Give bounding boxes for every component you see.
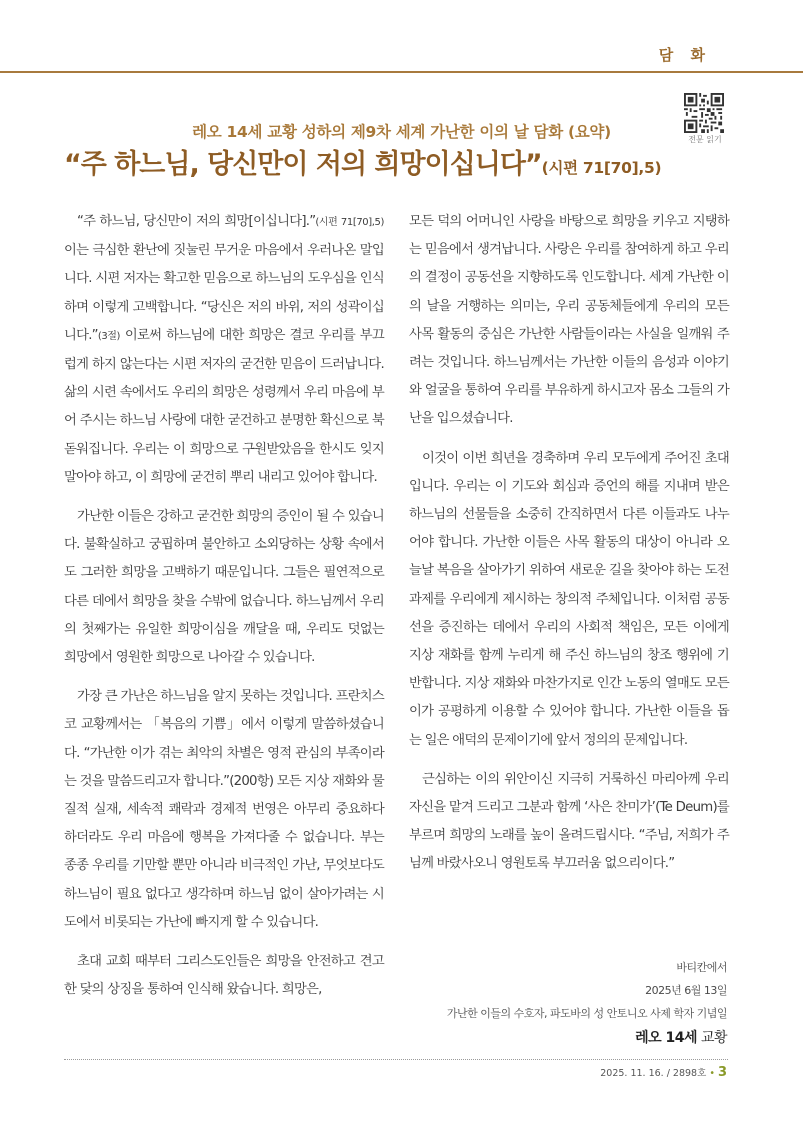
citation: (시편 71[70],5) <box>315 217 384 228</box>
signature-block <box>447 956 727 1051</box>
section-tag: 담 화 <box>658 46 711 64</box>
paragraph: 가난한 이들은 강하고 굳건한 희망의 증인이 될 수 있습니다. 불확실하고 궁핍하며 불안하고 소외당하는 상황 속에서도 그러한 희망을 고백하기 때문입니다. 그들은 필연적으로 다른 데에서 희망을 찾을 수밖에 없습니다. 하느님께서 우리의 첫째가는 유일한 희망이심을 깨달을 때, 우리도 덧없는 희망에서 영원한 희망으로 나아갈 수 있습니다. <box>64 509 384 666</box>
issue-info: 2025. 11. 16. / 2898호 <box>600 1068 707 1079</box>
page-number: 3 <box>717 1065 727 1080</box>
qr-caption: 전문 읽기 <box>688 135 722 144</box>
author-role: 교황 <box>697 1030 727 1046</box>
footer-rule <box>64 1059 728 1060</box>
citation: (3절) <box>97 330 121 342</box>
paragraph: 근심하는 이의 위안이신 지극히 거룩하신 마리아께 우리 자신을 맡겨 드리고 그분과 함께 ‘사은 찬미가’(Te Deum)를 부르며 희망의 노래를 높이 올려드립시다. “주님, 저희가 주님께 바랐사오니 영원토록 부끄러움 없으리이다.” <box>409 771 729 872</box>
paragraph: 이것이 이번 희년을 경축하며 우리 모두에게 주어진 초대입니다. 우리는 이 기도와 회심과 증언의 해를 지내며 받은 하느님의 선물들을 소중히 간직하면서 다른 이들과도 나누어야 합니다. 가난한 이들은 사목 활동의 대상이 아니라 오늘날 복음을 살아가기 위하여 새로운 길을 찾아야 하는 도전 과제를 우리에게 제시하는 창의적 주체입니다. 이처럼 공동선을 증진하는 데에서 우리의 사회적 책임은, 모든 이에게 지상 재화를 함께 누리게 해 주신 하느님의 창조 행위에 기반합니다. 지상 재화와 마찬가지로 인간 노동의 열매도 모든 이가 공평하게 이용할 수 있어야 합니다. 가난한 이들을 돕는 일은 애덕의 문제이기에 앞서 정의의 문제입니다. <box>409 450 729 748</box>
paragraph: 모든 덕의 어머니인 사랑을 바탕으로 희망을 키우고 지탱하는 믿음에서 생겨납니다. 사랑은 우리를 참여하게 하고 우리의 결정이 공동선을 지향하도록 인도합니다. 세계 가난한 이의 날을 거행하는 의미는, 우리 공동체들에게 우리의 모든 사목 활동의 중심은 가난한 사람들이라는 사실을 일깨워 주려는 것입니다. 하느님께서는 가난한 이들의 음성과 이야기와 얼굴을 통하여 우리를 부유하게 하시고자 몸소 그들의 가난을 입으셨습니다. <box>409 214 729 427</box>
title-quote: “주 하느님, 당신만이 저의 희망이십니다” <box>64 149 542 180</box>
body-column-left <box>64 208 384 1015</box>
article-title <box>64 142 803 181</box>
signature-date: 2025년 6월 13일 <box>645 984 727 997</box>
signature-occasion: 가난한 이들의 수호자, 파도바의 성 안토니오 사제 학자 기념일 <box>446 1007 727 1020</box>
article-subtitle: 레오 14세 교황 성하의 제9차 세계 가난한 이의 날 담화 (요약) <box>192 123 611 141</box>
signature-author <box>447 1025 727 1051</box>
paragraph: “주 하느님, 당신만이 저의 희망[이십니다].”(시편 71[70],5) 이는 극심한 환난에 짓눌린 무거운 마음에서 우러나온 말입니다. 시편 저자는 확고한 믿음으로 하느님의 도우심을 인식하며 이렇게 고백합니다. “당신은 저의 바위, 저의 성곽이십니다.”(3절) 이로써 하느님에 대한 희망은 결코 우리를 부끄럽게 하지 않는다는 시편 저자의 굳건한 믿음이 드러납니다. 삶의 시련 속에서도 우리의 희망은 성령께서 우리 마음에 부어 주시는 하느님 사랑에 대한 굳건하고 분명한 확신으로 북돋워집니다. 우리는 이 희망으로 구원받았음을 한시도 잊지 말아야 하고, 이 희망에 굳건히 뿌리 내리고 있어야 합니다. <box>64 214 384 485</box>
bullet-icon: • <box>709 1068 715 1079</box>
page-footer <box>600 1065 727 1080</box>
signature-place: 바티칸에서 <box>676 961 727 974</box>
paragraph: 초대 교회 때부터 그리스도인들은 희망을 안전하고 견고한 닻의 상징을 통하여 인식해 왔습니다. 희망은, <box>64 954 384 998</box>
title-reference: (시편 71[70],5) <box>541 159 662 177</box>
paragraph: 가장 큰 가난은 하느님을 알지 못하는 것입니다. 프란치스코 교황께서는 「복음의 기쁨」에서 이렇게 말씀하셨습니다. “가난한 이가 겪는 최악의 차별은 영적 관심의 부족이라는 것을 말씀드리고자 합니다.”(200항) 모든 지상 재화와 물질적 실재, 세속적 쾌락과 경제적 번영은 아무리 중요하다 하더라도 우리 마음에 행복을 가져다줄 수 없습니다. 부는 종종 우리를 기만할 뿐만 아니라 비극적인 가난, 무엇보다도 하느님이 필요 없다고 생각하며 하느님 없이 살아가려는 시도에서 비롯되는 가난에 빠지게 할 수 있습니다. <box>64 689 384 930</box>
body-column-right <box>409 208 729 890</box>
author-name: 레오 14세 <box>635 1030 697 1046</box>
header-rule <box>0 71 803 73</box>
